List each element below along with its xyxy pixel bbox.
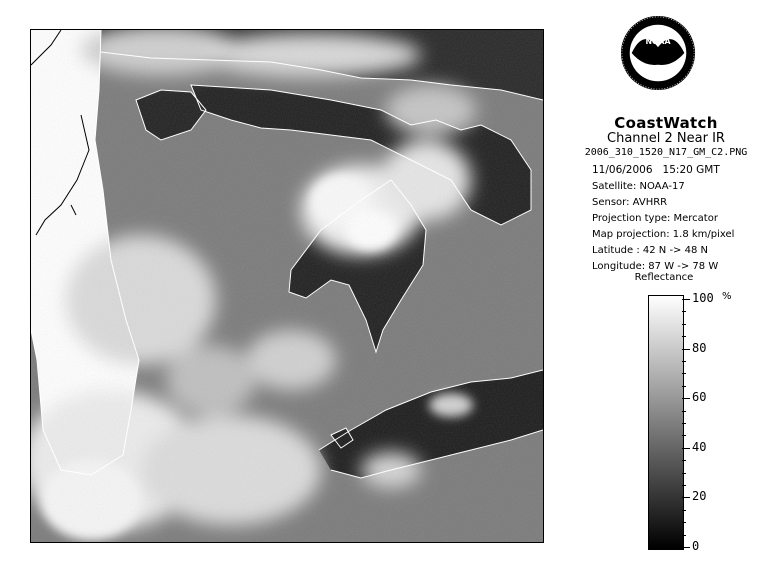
- product-title: CoastWatch: [614, 114, 718, 132]
- colorbar-minor-tick: [682, 485, 686, 486]
- colorbar-minor-tick: [682, 361, 686, 362]
- legend-unit: %: [722, 291, 732, 302]
- colorbar-minor-tick: [682, 435, 686, 436]
- product-map-projection: Map projection: 1.8 km/pixel: [592, 229, 735, 240]
- colorbar-minor-tick: [682, 535, 686, 536]
- colorbar-major-tick: [682, 448, 690, 449]
- colorbar-tick-label: 40: [692, 439, 707, 454]
- colorbar-minor-tick: [682, 373, 686, 374]
- colorbar-minor-tick: [682, 324, 686, 325]
- colorbar-tick-label: 0: [692, 539, 700, 553]
- colorbar-major-tick: [682, 497, 690, 498]
- colorbar-tick-label: 20: [692, 489, 707, 504]
- colorbar-minor-tick: [682, 411, 686, 412]
- colorbar-major-tick: [682, 547, 690, 548]
- colorbar: [648, 295, 684, 550]
- product-channel: Channel 2 Near IR: [607, 131, 725, 146]
- colorbar-minor-tick: [682, 336, 686, 337]
- product-projection-type: Projection type: Mercator: [592, 213, 718, 224]
- logo-text: NOAA: [645, 37, 671, 47]
- satellite-map: [30, 29, 544, 543]
- colorbar-minor-tick: [682, 473, 686, 474]
- legend-title: Reflectance: [634, 272, 694, 283]
- colorbar-major-tick: [682, 299, 690, 300]
- image-texture: [31, 30, 543, 542]
- product-time: 15:20 GMT: [662, 164, 720, 176]
- noaa-logo: [619, 14, 697, 92]
- colorbar-major-tick: [682, 349, 690, 350]
- map-canvas: [31, 30, 543, 542]
- colorbar-tick-label: 60: [692, 390, 707, 405]
- colorbar-minor-tick: [682, 510, 686, 511]
- colorbar-tick-label: 100: [692, 291, 714, 305]
- colorbar-minor-tick: [682, 311, 686, 312]
- colorbar-minor-tick: [682, 460, 686, 461]
- colorbar-minor-tick: [682, 386, 686, 387]
- colorbar-minor-tick: [682, 423, 686, 424]
- product-filename: 2006_310_1520_N17_GM_C2.PNG: [584, 147, 748, 158]
- product-datetime: [592, 164, 720, 176]
- product-longitude: Longitude: 87 W -> 78 W: [592, 261, 719, 272]
- product-sensor: Sensor: AVHRR: [592, 197, 668, 208]
- product-date: 11/06/2006: [592, 164, 653, 176]
- colorbar-tick-label: 80: [692, 340, 707, 355]
- colorbar-minor-tick: [682, 522, 686, 523]
- product-latitude: Latitude : 42 N -> 48 N: [592, 245, 708, 256]
- product-satellite: Satellite: NOAA-17: [592, 181, 685, 192]
- colorbar-major-tick: [682, 398, 690, 399]
